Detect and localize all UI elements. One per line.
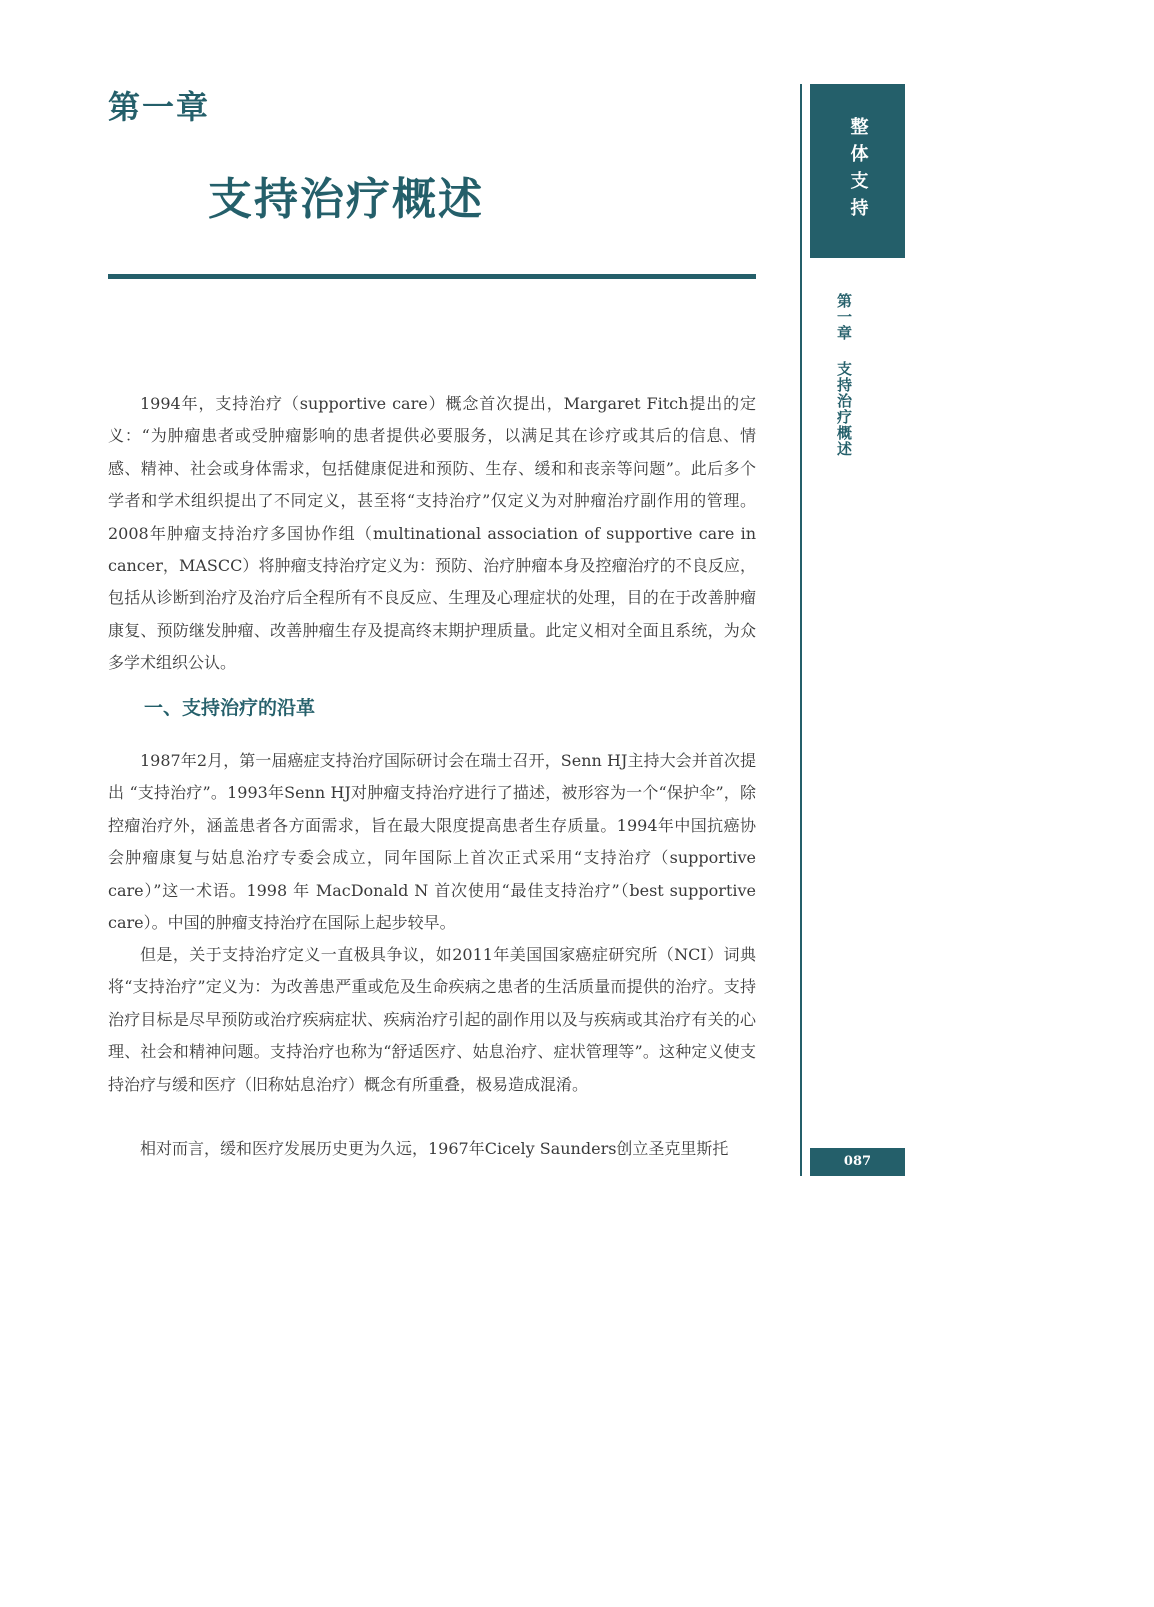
sidebar-chapter-name: 支持治疗概述 xyxy=(835,361,853,457)
sidebar-divider xyxy=(800,84,802,1176)
body-paragraph-4: 相对而言，缓和医疗发展历史更为久远，1967年Cicely Saunders创立圣克里斯托 xyxy=(140,1139,729,1158)
sidebar-chapter-label xyxy=(836,293,851,457)
body-paragraph-2: 1987年2月，第一届癌症支持治疗国际研讨会在瑞士召开，Senn HJ主持大会并首次提出 “支持治疗”。1993年Senn HJ对肿瘤支持治疗进行了描述，被形容为一个“保护伞”，除控瘤治疗外，涵盖患者各方面需求，旨在最大限度提高患者生存质量。1994年中国抗癌协会肿瘤康复与姑息治疗专委会成立，同年国际上首次正式采用“支持治疗（supportive care）”这一术语。1998 年 MacDonald N 首次使用“最佳支持治疗”（best supportive care）。中国的肿瘤支持治疗在国际上起步较早。 xyxy=(108,751,756,933)
chapter-title: 支持治疗概述 xyxy=(208,174,484,225)
section-tab-label: 整体支持 xyxy=(847,117,869,225)
body-paragraph-1: 1994年，支持治疗（supportive care）概念首次提出，Margaret Fitch提出的定义：“为肿瘤患者或受肿瘤影响的患者提供必要服务，以满足其在诊疗或其后的信息、情感、精神、社会或身体需求，包括健康促进和预防、生存、缓和和丧亲等问题”。此后多个学者和学术组织提出了不同定义，甚至将“支持治疗”仅定义为对肿瘤治疗副作用的管理。2008年肿瘤支持治疗多国协作组（multinational association of supportive care in cancer，MASCC）将肿瘤支持治疗定义为：预防、治疗肿瘤本身及控瘤治疗的不良反应，包括从诊断到治疗及治疗后全程所有不良反应、生理及心理症状的处理，目的在于改善肿瘤康复、预防继发肿瘤、改善肿瘤生存及提高终末期护理质量。此定义相对全面且系统，为众多学术组织公认。 xyxy=(108,394,756,673)
section-tab xyxy=(810,84,905,258)
body-paragraph-3: 但是，关于支持治疗定义一直极具争议，如2011年美国国家癌症研究所（NCI）词典将“支持治疗”定义为：为改善患严重或危及生命疾病之患者的生活质量而提供的治疗。支持治疗目标是尽早预防或治疗疾病症状、疾病治疗引起的副作用以及与疾病或其治疗有关的心理、社会和精神问题。支持治疗也称为“舒适医疗、姑息治疗、症状管理等”。这种定义使支持治疗与缓和医疗（旧称姑息治疗）概念有所重叠，极易造成混淆。 xyxy=(108,945,756,1094)
title-divider xyxy=(108,274,756,279)
chapter-label: 第一章 xyxy=(108,88,211,126)
sidebar-chapter-part: 第一章 xyxy=(835,293,853,341)
section-heading: 一、支持治疗的沿革 xyxy=(144,697,316,719)
page-number: 087 xyxy=(810,1148,905,1176)
